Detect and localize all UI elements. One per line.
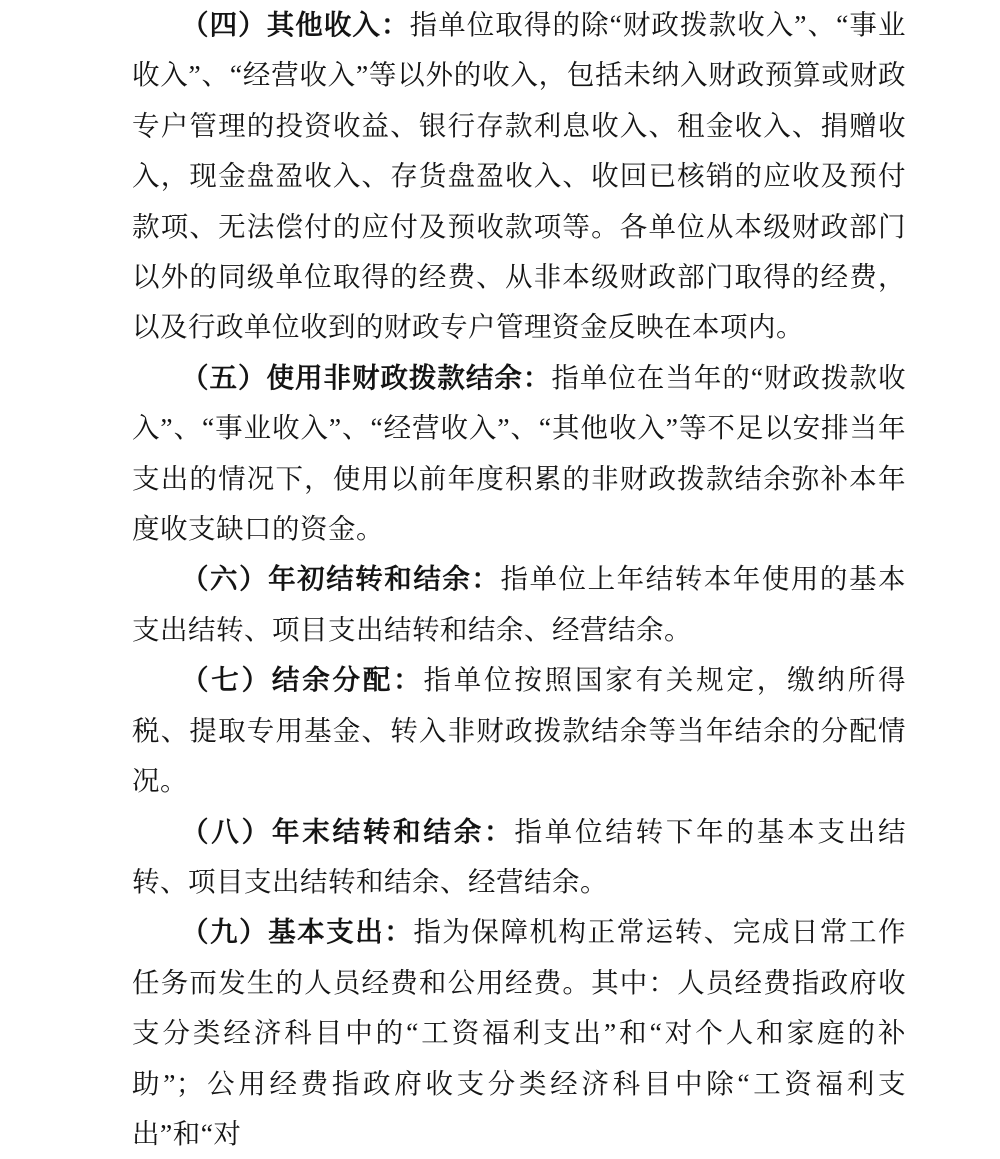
paragraph-label: （四）其他收入： — [181, 9, 410, 40]
paragraph-body: 指单位按照国家有关规定，缴纳所得税、提取专用基金、转入非财政拨款结余等当年结余的分配情况。 — [132, 664, 907, 797]
paragraph-label: （九）基本支出： — [181, 916, 414, 948]
paragraph-body: 指单位在当年的“财政拨款收入”、“事业收入”、“经营收入”、“其他收入”等不足以安排当年支出的情况下，使用以前年度积累的非财政拨款结余弥补本年度收支缺口的资金。 — [132, 361, 906, 545]
paragraph-item-8 — [132, 807, 906, 908]
paragraph-item-6 — [132, 554, 906, 655]
paragraph-label: （五）使用非财政拨款结余： — [181, 361, 552, 393]
paragraph-label: （六）年初结转和结余： — [181, 563, 501, 595]
paragraph-item-7 — [132, 655, 906, 806]
paragraph-item-9 — [132, 907, 906, 1159]
paragraph-label: （七）结余分配： — [181, 664, 424, 696]
paragraph-body: 指单位取得的除“财政拨款收入”、“事业收入”、“经营收入”等以外的收入，包括未纳入财政预算或财政专户管理的投资收益、银行存款利息收入、租金收入、捐赠收入，现金盘盈收入、存货盘盈收入、收回已核销的应收及预付款项、无法偿付的应付及预收款项等。各单位从本级财政部门以外的同级单位取得的经费、从非本级财政部门取得的经费，以及行政单位收到的财政专户管理资金反映在本项内。 — [132, 9, 906, 343]
paragraph-body: 指为保障机构正常运转、完成日常工作任务而发生的人员经费和公用经费。其中：人员经费指政府收支分类经济科目中的“工资福利支出”和“对个人和家庭的补助”；公用经费指政府收支分类经济科目中除“工资福利支出”和“对 — [132, 916, 907, 1149]
paragraph-body: 指单位上年结转本年使用的基本支出结转、项目支出结转和结余、经营结余。 — [132, 563, 907, 645]
paragraph-item-5 — [132, 353, 906, 555]
paragraph-body: 指单位结转下年的基本支出结转、项目支出结转和结余、经营结余。 — [132, 815, 907, 897]
paragraph-item-4 — [132, 0, 906, 353]
paragraph-label: （八）年末结转和结余： — [181, 815, 515, 847]
